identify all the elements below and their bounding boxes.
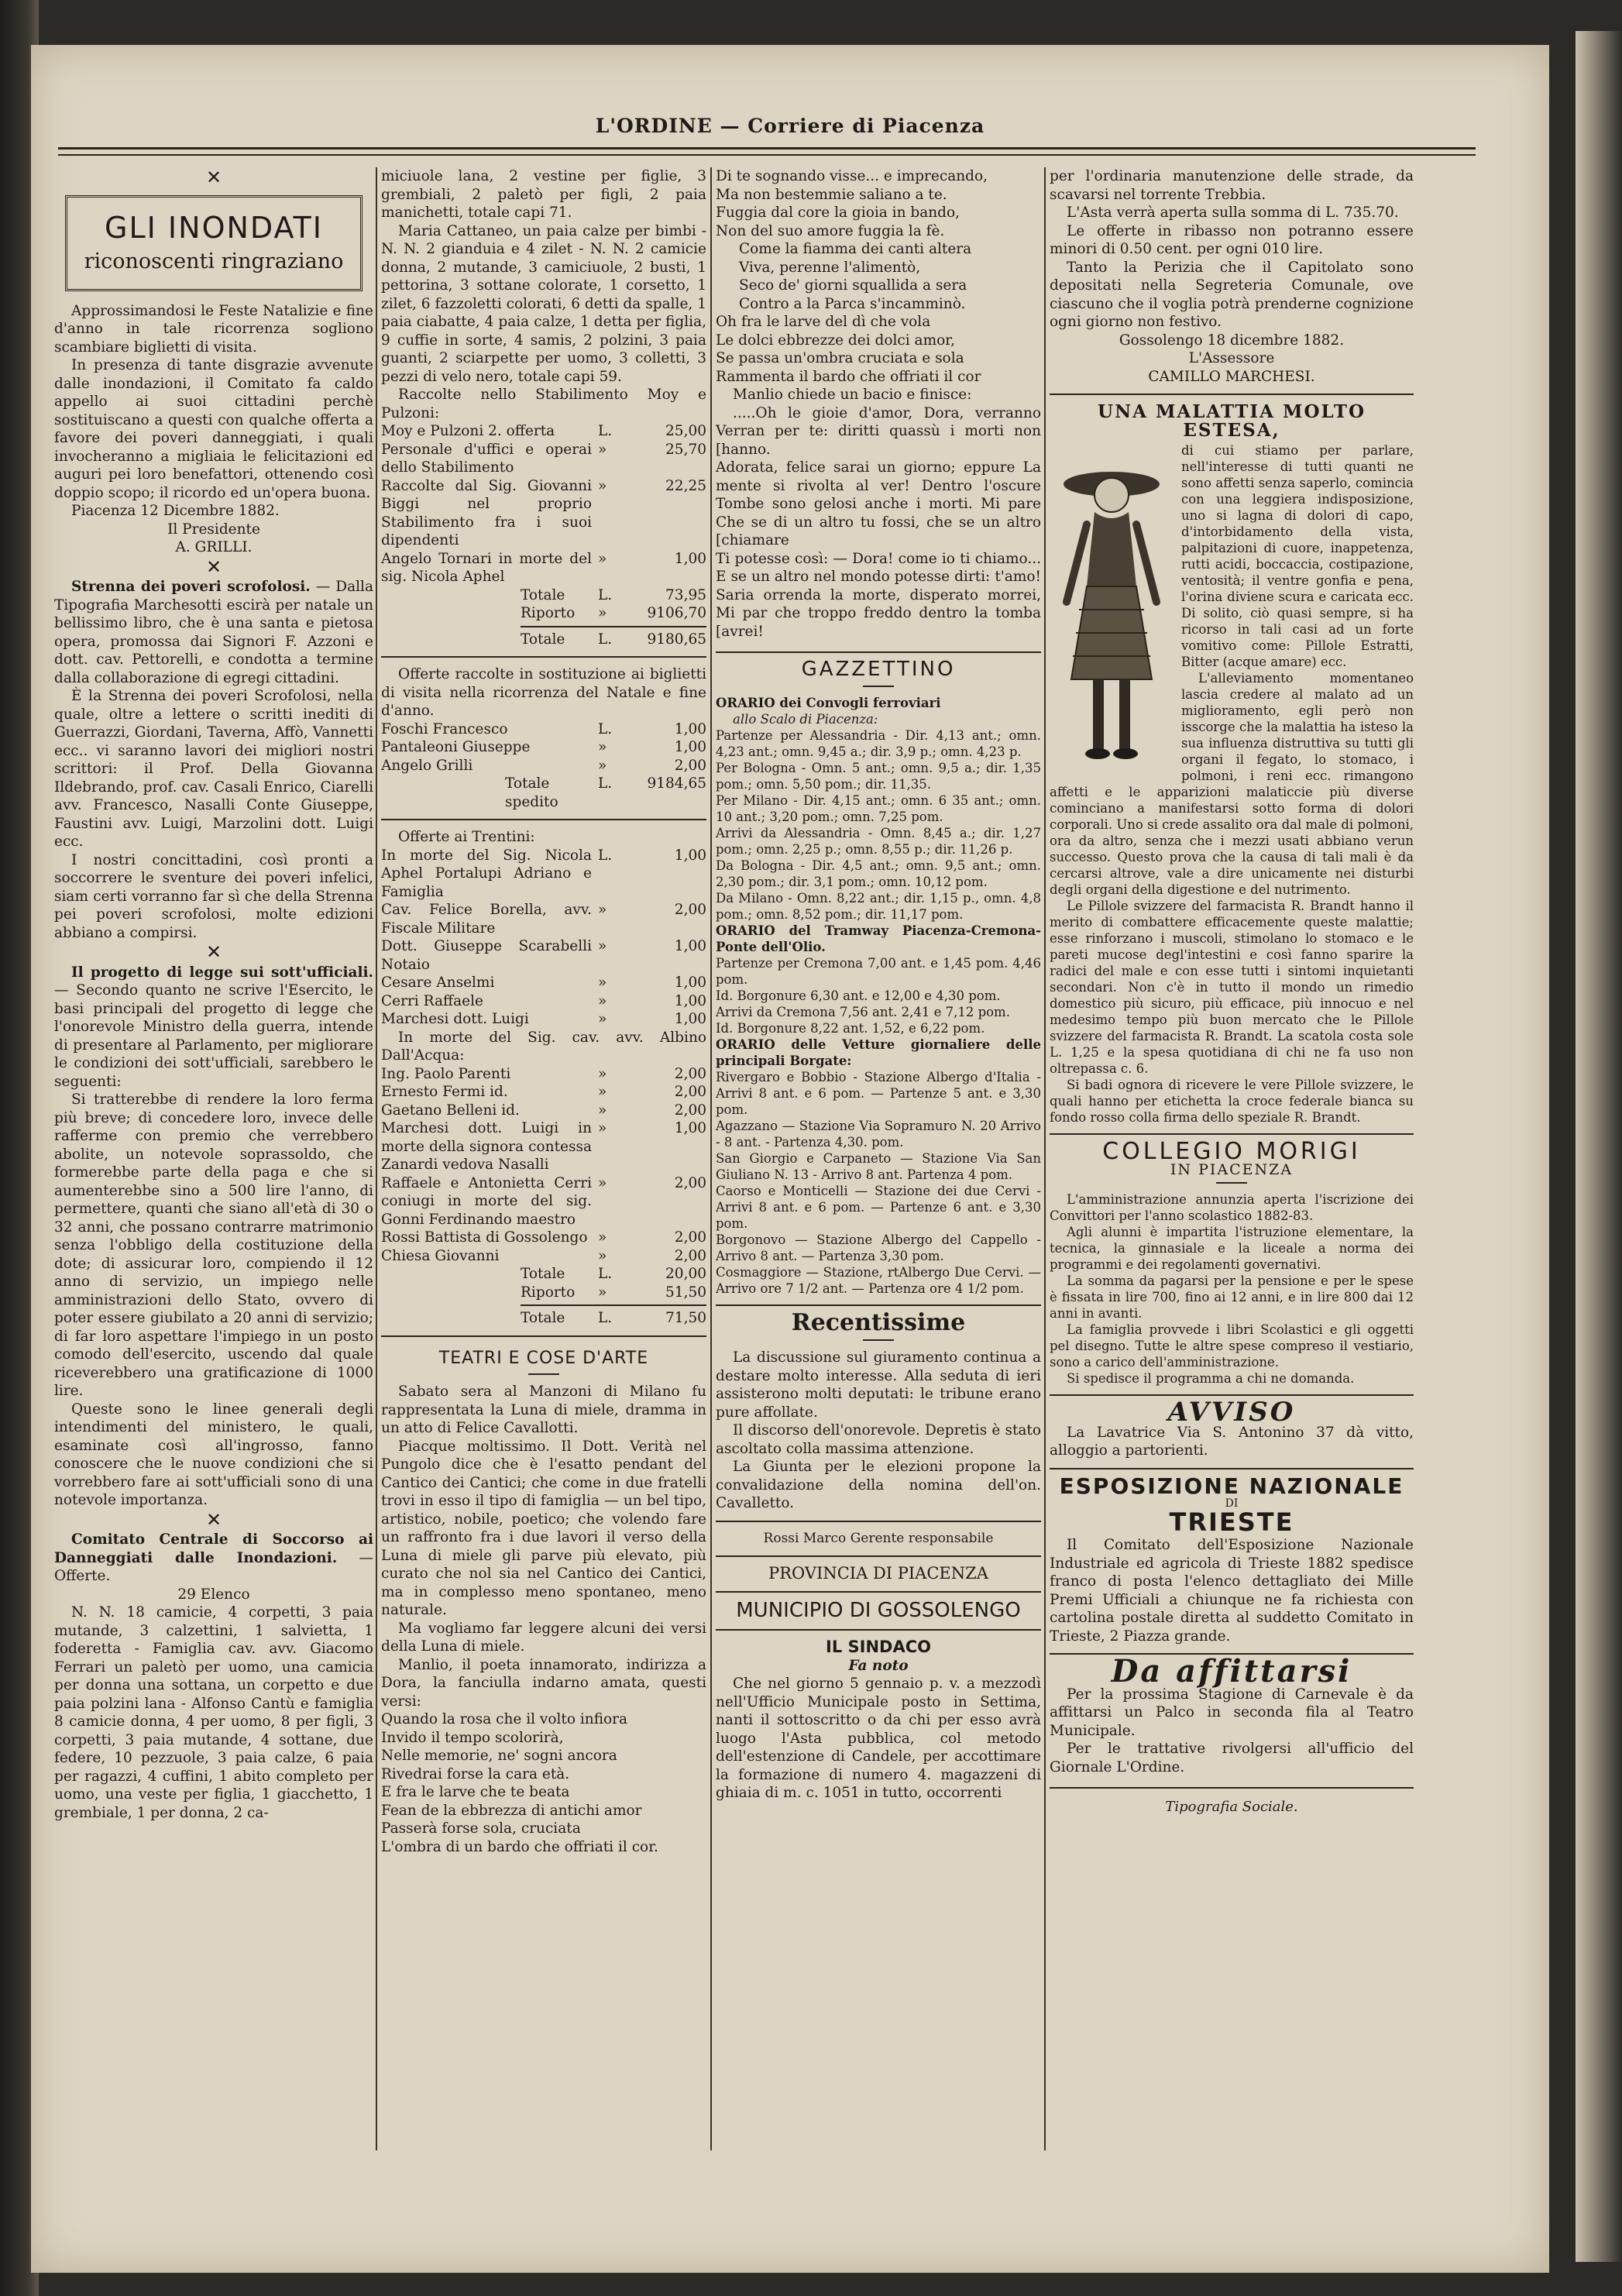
donation-cur: » [598,1102,607,1119]
inondati-subtitle: riconoscenti ringraziano [84,249,344,273]
donation-label: Chiesa Giovanni [381,1247,500,1264]
poem-stanza [716,240,1041,313]
donation-cur: » [598,1065,607,1082]
rule [1050,1468,1414,1469]
donation-cur: » [598,938,607,954]
article-paragraph: Per la prossima Stagione di Carnevale è da affittarsi un Palco in seconda fila al Teatro Municipale. [1050,1686,1414,1739]
dateline: Gossolengo 18 dicembre 1882. [1119,332,1345,349]
donation-list [381,422,706,586]
donation-label: Raccolte dal Sig. Giovanni Biggi nel proprio Stabilimento fra i suoi dipendenti [381,477,592,548]
timetable-entry: Cosmaggiore — Stazione, rtAlbergo Due Cervi. — Arrivo ore 7 1/2 ant. — Partenza ore 4 1/2 pom. [716,1264,1041,1296]
timetable-heading: ORARIO dei Convogli ferroviari [716,695,941,710]
donation-row [381,477,706,550]
masthead-rule [58,147,1476,156]
donation-amt: 1,00 [674,938,706,954]
poem-verse: Invido il tempo scolorirà, [381,1729,564,1746]
donation-list [381,847,706,1029]
article-paragraph: miciuole lana, 2 vestine per figlie, 3 grembiali, 2 paletò per figli, 2 paia manichetti, totale capi 71. [381,168,706,221]
article-paragraph: Che nel giorno 5 gennaio p. v. a mezzodì nell'Ufficio Municipale posto in Settima, nanti il sottoscritto o da chi per esso avrà luogo l'Asta pubblica, col metodo dell'estenzione di Candele, per accottimare la formazione di numero 4. magazzeni di ghiaia di m. c. 1051 in tutto, occorrenti [716,1676,1041,1801]
column-divider [710,167,712,2150]
rule [1050,394,1414,395]
column-3 [716,167,1041,1803]
masthead: L'ORDINE — Corriere di Piacenza [595,115,985,137]
donation-row [381,1010,706,1029]
donation-amt: 2,00 [674,902,706,918]
donation-row [381,757,706,775]
article-paragraph: Piacque moltissimo. Il Dott. Verità nel Pungolo dice che è l'esatto pendant del Cantico dei Cantici; che come in due fratelli trovi in esso il tipo di famiglia — un bel tipo, artistico, nobile, poetico; che volendo fare un raffronto fra i due lavori il verso della Luna di miele gli parve più elevato, più curato che nol sia nel Cantico dei Cantici, ma in complesso meno spontaneo, meno naturale. [381,1438,706,1618]
total-row: Totale spedito L. 9184,65 [505,775,706,810]
municipio-heading: MUNICIPIO DI GOSSOLENGO [736,1598,1021,1622]
poem-verse: Come la fiamma dei canti altera [739,241,972,257]
article-heading: Il progetto di legge sui sott'ufficiali. [71,964,373,981]
sum-rule [521,1304,706,1306]
article-paragraph: Si spedisce il programma a chi ne domanda. [1067,1371,1355,1386]
poem-verse: Fuggia dal core la gioia in bando, [716,205,960,221]
donation-label: Angelo Grilli [381,757,473,774]
separator-cross: ✕ [205,1508,222,1531]
donation-cur: L. [598,720,613,737]
esposizione-di: DI [1225,1497,1239,1510]
timetable-entry: Agazzano — Stazione Via Sopramuro N. 20 Arrivo - 8 ant. - Partenza 4,30. pom. [716,1118,1041,1150]
donation-amt: 2,00 [674,1229,706,1246]
gazzettino-heading: GAZZETTINO [801,658,956,681]
article-paragraph: La somma da pagarsi per la pensione e per le spese è fissata in lire 700, fino ai 12 anni, e in lire 800 dai 12 anni in avanti. [1050,1273,1414,1321]
article-paragraph: Ma vogliamo far leggere alcuni dei versi della Luna di miele. [381,1620,706,1655]
esposizione-city: TRIESTE [1169,1507,1294,1537]
total-row: Totale L. 73,95 [521,586,706,603]
timetable-subheading: allo Scalo di Piacenza: [733,711,878,727]
timetable-entry: Da Milano - Omn. 8,22 ant.; dir. 1,15 p., omn. 4,8 pom.; omn. 8,52 pom.; dir. 11,17 pom. [716,890,1041,922]
donation-cur: » [598,1247,607,1264]
poem-verse: Ti potesse così: — Dora! come io ti chiamo... E se un altro nel mondo potesse dirti: t'amo! Saria orrenda la morte, disperato morrei, Mi par che troppo freddo dentro la tomba [avrei! [716,550,1041,640]
donation-amt: 1,00 [674,974,706,991]
donation-cur: » [598,550,607,567]
collegio-heading: COLLEGIO MORIGI [1102,1138,1361,1165]
article-paragraph: Il Comitato dell'Esposizione Nazionale Industriale ed agricola di Trieste 1882 spedisce franco di posta l'elenco dettagliato dei Mille Premi Ufficiali a chiunque ne fa richiesta con cartolina postale diretta al suddetto Comitato in Trieste, 2 Piazza grande. [1050,1537,1414,1645]
article-paragraph: Tanto la Perizia che il Capitolato sono depositati nella Segreteria Comunale, ove ciascuno che il voglia potrà prenderne cognizione ogni giorno non festivo. [1050,259,1414,330]
newspaper-page [31,45,1549,2273]
donation-amt: 1,00 [674,1011,706,1027]
affittarsi-heading: Da affittarsi [1111,1653,1352,1689]
column-divider [1044,167,1046,2150]
donation-label: Ernesto Fermi id. [381,1084,508,1100]
short-rule [863,686,894,687]
article-paragraph: Le offerte in ribasso non potranno essere minori di 0.50 cent. per ogni 010 lire. [1050,222,1414,257]
timetable-heading: ORARIO delle Vetture giornaliere delle principali Borgate: [716,1036,1041,1068]
poem-verse: Le dolci ebbrezze dei dolci amor, [716,332,955,349]
article-paragraph: I nostri concittadini, così pronti a soccorrere le sventure dei poveri infelici, siam certi vorranno far sì che della Strenna pei poveri scrofolosi, molte edizioni abbiano a compirsi. [54,851,373,941]
donation-row [381,937,706,974]
donation-cur: » [598,974,607,991]
donation-amt: 1,00 [674,847,706,864]
column-divider [376,167,377,2150]
poem-verse: Se passa un'ombra cruciata e sola [716,350,964,366]
avviso-heading: AVVISO [1167,1397,1296,1428]
donation-cur: L. [598,423,613,439]
donation-label: Marchesi dott. Luigi in morte della signora contessa Zanardi vedova Nasalli [381,1120,592,1173]
donation-row [381,1065,706,1084]
timetable-entry: Arrivi da Alessandria - Omn. 8,45 a.; dir. 1,27 pom.; omn. 2,25 p.; omn. 8,55 p.; dir. 11,26 p. [716,825,1041,857]
poem-verse: Quando la rosa che il volto infiora [381,1711,628,1727]
signature-name: CAMILLO MARCHESI. [1148,368,1315,385]
donation-row [381,738,706,757]
donation-list [381,720,706,775]
poem-verse: Seco de' giorni squallida a sera [739,277,967,294]
poem-verse: Adorata, felice sarai un giorno; eppure La mente si rivolta al ver! Dentro l'oscure Tombe sono gelosi anche i morti. Mi pare Che se di un altro tu fossi, che se un altro [chiamare [716,459,1041,548]
donation-row [381,550,706,586]
article-paragraph: Si badi ognora di ricevere le vere Pillole svizzere, le quali hanno per etichetta la croce federale bianca su fondo rosso colla firma dello speziale R. Brandt. [1050,1078,1414,1125]
article-paragraph: L'alleviamento momentaneo lascia credere al malato ad un miglioramento, egli però non isscorge che la malattia ha isteso la sua influenza distruttiva su tutti gli organi il fegato, lo stomaco, i polmoni, i reni ecc. rimangono affetti e le apparizioni malaticcie più diverse cominciano a manifestarsi sotto forma di dolori corporali. Uno si crede assalito ora dal male di polmoni, ora da altro, senza che i mezzi usati abbiano verun successo. Questo prova che la causa di tali mali è da cercarsi altrove, vale a dire unicamente nei disturbi degli organi della digestione e del nutrimento. [1050,671,1414,897]
rule [1050,1394,1414,1396]
donation-amt: 1,00 [674,1120,706,1136]
donation-amt: 25,70 [665,441,706,458]
poem-verse: E fra le larve che te beata [381,1784,570,1800]
donation-amt: 1,00 [674,992,706,1009]
rule [381,656,706,658]
article-paragraph: di cui stiamo per parlare, nell'interesse di tutti quanti ne sono affetti senza saperlo, comincia con una leggiera indisposizione, uno si lagna di dolori di capo, d'intorbidamento della vista, palpitazioni di cuore, inappetenza, rutti acidi, boccaccia, costipazione, ventosità; il ventre gonfia e pena, l'orina diviene scura e caricata ecc. Di solito, ciò quasi sempre, si ha ricorso in tali casi ad un forte vomitivo come: Pillole Estratti, Bitter (acque amare) ecc. [1181,443,1414,669]
donation-amt: 2,00 [674,1174,706,1191]
donation-row [381,974,706,992]
donation-label: Gaetano Belleni id. [381,1102,520,1119]
article-paragraph: Si tratterebbe di rendere la loro ferma più breve; di concedere loro, invece delle rafferme con premio che verrebbero abolite, un notevole soprassoldo, che formerebbe parte della paga e che si aumenterebbe sino a 500 lire l'anno, di permettere, quanti che siano all'età di 30 o 32 anni, che possano contrarre matrimonio senza l'obbligo della costituzione della dote; di assicurar loro, compiendo il 12 anno di servizio, un impiego nelle amministrazioni dello Stato, ovvero di poter essere giubilato a 20 anni di servizio; di far loro aspettare l'impiego in un posto comodo dell'esercito, uscendo dal quale riceverebbero una gratificazione di 1000 lire. [54,1091,373,1399]
poem-stanza [716,167,1041,240]
article-paragraph: Agli alunni è impartita l'istruzione elementare, la tecnica, la ginnasiale e la liceale a norma dei programmi e dei regolamenti governativi. [1050,1225,1414,1272]
donation-row [381,1119,706,1174]
short-rule [863,1339,894,1341]
donation-cur: » [598,992,607,1009]
fa-noto-heading: Fa noto [848,1657,909,1674]
article-paragraph: Sabato sera al Manzoni di Milano fu rappresentata la Luna di miele, dramma in un atto di Felice Cavallotti. [381,1383,706,1436]
timetable-heading: ORARIO del Tramway Piacenza-Cremona-Ponte dell'Olio. [716,923,1041,954]
timetable-list [716,1069,1041,1297]
timetable-entry: Id. Borgonure 6,30 ant. e 12,00 e 4,30 pom. [716,988,1001,1003]
donation-cur: » [598,1011,607,1027]
poem-verse: .....Oh le gioie d'amor, Dora, verranno Verran per te: diritti quassù i morti non [hanno. [716,404,1041,458]
rule [716,1591,1041,1593]
poem-verse: Contro a la Parca s'incamminò. [739,295,966,312]
poem-verse: Viva, perenne l'alimentò, [739,259,921,276]
timetable-entry: Partenze per Cremona 7,00 ant. e 1,45 pom. 4,46 pom. [716,955,1041,987]
gerente-line: Rossi Marco Gerente responsabile [763,1530,994,1546]
donation-cur: » [598,441,607,458]
article-paragraph: La famiglia provvede i libri Scolastici e gli oggetti pel disegno. Tutte le altre spese compreso il vestiario, sono a carico dell'amministrazione. [1050,1322,1414,1370]
article-paragraph: Manlio chiede un bacio e finisce: [733,387,972,403]
signature-name: A. GRILLI. [175,539,253,555]
donation-row [381,847,706,902]
article-paragraph: Approssimandosi le Feste Natalizie e fine d'anno in tale ricorrenza sogliono scambiare biglietti di visita. [54,302,373,356]
article-paragraph: L'amministrazione annunzia aperta l'iscrizione dei Convittori per l'anno scolastico 1882-83. [1050,1192,1414,1223]
printer-credit: Tipografia Sociale. [1165,1799,1298,1815]
timetable-entry: Borgonovo — Stazione Albergo del Cappello - Arrivo 8 ant. — Partenza 3,30 pom. [716,1232,1041,1263]
donation-amt: 1,00 [674,739,706,755]
provincia-heading: PROVINCIA DI PIACENZA [768,1564,988,1583]
donation-row [381,1229,706,1247]
poem-verse: Nelle memorie, ne' sogni ancora [381,1748,617,1764]
donation-row [381,992,706,1011]
donation-label: Ing. Paolo Parenti [381,1065,511,1082]
rule [716,1629,1041,1631]
rule [381,1335,706,1337]
donation-cur: » [598,477,607,494]
donation-cur: » [598,1174,607,1191]
article-paragraph: Offerte ai Trentini: [398,829,535,845]
donation-label: Moy e Pulzoni 2. offerta [381,423,555,439]
donation-label: In morte del Sig. Nicola Aphel Portalupi Adriano e Famiglia [381,847,592,900]
article-paragraph: In presenza di tante disgrazie avvenute dalle inondazioni, il Comitato fa caldo appello ai suoi cittadini perchè sostituiscano a questi con qualche offerta a favore dei poveri danneggiati, i quali invocheranno a migliaia le felicitazioni ed auguri pei loro benefattori, ottenendo così doppio scopo; il ricordo ed un'opera buona. [54,357,373,501]
article-paragraph: La Lavatrice Via S. Antonino 37 dà vitto, alloggio a partorienti. [1050,1424,1414,1459]
inondati-box [65,195,363,291]
donation-label: Pantaleoni Giuseppe [381,739,531,755]
poem-verse: Rivedrai forse la cara età. [381,1765,570,1782]
article-paragraph: È la Strenna dei poveri Scrofolosi, nella quale, oltre a lettere o scritti inediti di Guerrazzi, Giordani, Taverna, Affò, Vannetti ecc.. vi saranno lavori dei migliori nostri scrittori: il Prof. Della Giovanna Ildebrando, prof. cav. Casali Enrico, Ciarelli avv. Francesco, Nasalli Conte Giuseppe, Faustini avv. Luigi, Marzolini dott. Luigi ecc. [54,688,373,850]
article-paragraph: Queste sono le linee generali degli intendimenti del ministero, le quali, esaminate così all'ingrosso, fanno conoscere che le nuove condizioni che si vorrebbero fare ai sott'ufficiali sono di una notevole importanza. [54,1401,373,1508]
poem-verse: Oh fra le larve del dì che vola [716,314,931,330]
total-row: Totale L. 20,00 [521,1266,706,1282]
timetable-list [716,955,1041,1036]
page-stack-edge [1576,31,1622,2262]
article-paragraph: Le Pillole svizzere del farmacista R. Brandt hanno il merito di combattere efficacemente queste malattie; esse rinforzano i muscoli, stimolano lo stomaco e le pareti mucose degl'intestini e così fanno sparire la radici del male e con esse tutti i sintomi inquietanti secondari. Non c'è in tutto il mondo un rimedio domestico più sicuro, più efficace, più innocuo e nel medesimo tempo più buon mercato che le Pillole svizzere del farmacista R. Brandt. La scatola costa sole L. 1,25 e la spesa quotidiana di chi ne fa uso non oltrepassa c. 6. [1050,899,1414,1076]
article-paragraph: Offerte raccolte in sostituzione ai biglietti di visita nella ricorrenza del Natale e fine d'anno. [381,666,706,719]
column-1 [54,167,373,1822]
article-paragraph: La discussione sul giuramento continua a destare molto interesse. Alla seduta di ieri assisterono molti deputati: le tribune erano pure affollate. [716,1349,1041,1421]
donation-amt: 2,00 [674,1247,706,1264]
donation-label: Foschi Francesco [381,720,508,737]
donation-amt: 2,00 [674,1102,706,1119]
donation-cur: » [598,739,607,755]
donation-cur: » [598,757,607,774]
section-heading: TEATRI E COSE D'ARTE [438,1348,649,1368]
total-row: Riporto » 9106,70 [521,605,706,621]
donation-amt: 22,25 [665,477,706,494]
donation-row [381,1247,706,1266]
rule [381,819,706,820]
donation-amt: 1,00 [674,550,706,567]
rule [1050,1133,1414,1135]
donation-amt: 2,00 [674,1065,706,1082]
sindaco-heading: IL SINDACO [826,1638,931,1656]
total-row: Totale L. 9180,65 [521,631,706,648]
donation-amt: 2,00 [674,1084,706,1100]
donation-row [381,1174,706,1229]
donation-row [381,422,706,441]
timetable-entry: Caorso e Monticelli — Stazione dei due Cervi - Arrivi 8 ant. e 6 pom. — Partenze 6 ant. e 3,30 pom. [716,1183,1041,1231]
poem-verse: L'ombra di un bardo che offriati il cor. [381,1838,658,1855]
donation-cur: » [598,1229,607,1246]
article-heading: Comitato Centrale di Soccorso ai Danneggiati dalle Inondazioni. [54,1531,373,1566]
donation-label: Raffaele e Antonietta Cerri coniugi in morte del sig. Gonni Ferdinando maestro [381,1174,592,1228]
donation-label: Angelo Tornari in morte del sig. Nicola Aphel [381,550,592,585]
poem-verse: Di te sognando visse... e imprecando, [716,168,988,184]
donation-cur: » [598,1120,607,1136]
poem-stanza [381,1710,706,1856]
donation-label: Marchesi dott. Luigi [381,1011,529,1027]
donation-cur: » [598,902,607,918]
sum-rule [521,626,706,627]
girl-illustration [1050,447,1174,772]
signature-label: L'Assessore [1188,350,1275,366]
timetable-entry: Per Bologna - Omn. 5 ant.; omn. 9,5 a.; dir. 1,35 pom.; omn. 5,50 pom.; dir. 11,35. [716,760,1041,792]
rule [716,1521,1041,1522]
article-paragraph: Il discorso dell'onorevole. Depretis è stato ascoltato colla massima attenzione. [716,1422,1041,1457]
donation-row [381,901,706,937]
donation-label: Cerri Raffaele [381,992,483,1009]
donation-amt: 1,00 [674,720,706,737]
malattia-heading: UNA MALATTIA MOLTO ESTESA, [1098,401,1366,441]
article-paragraph: Raccolte nello Stabilimento Moy e Pulzoni: [381,387,706,421]
donation-cur: L. [598,847,613,864]
timetable-entry: Partenze per Alessandria - Dir. 4,13 ant.; omn. 4,23 ant.; omn. 9,45 a.; dir. 3,9 p.; omn. 4,23 p. [716,727,1041,759]
article-text: — Dalla Tipografia Marchesotti escirà per natale un bellissimo libro, che è una santa e pietosa opera, promossa dai Signori F. Azzoni e dott. cav. Pettorelli, e condotta a termine dalla collaborazione di egregi cittadini. [54,579,373,686]
donation-amt: 25,00 [665,423,706,439]
timetable-entry: Per Milano - Dir. 4,15 ant.; omn. 6 35 ant.; omn. 10 ant.; 3,20 pom.; omn. 7,25 pom. [716,792,1041,824]
article-paragraph: Maria Cattaneo, un paia calze per bimbi - N. N. 2 gianduia e 4 zilet - N. N. 2 camicie donna, 2 mutande, 3 camiciuole, 2 busti, 1 pettorina, 3 sottane colorate, 1 corsetto, 1 zilet, 6 fazzoletti colorati, 6 detti da spalle, 1 paia ciabatte, 4 paia calze, 1 detta per figlia, 9 cuffie in sorte, 4 samis, 2 polzini, 3 paia guanti, 2 sciarpette per uomo, 3 colletti, 3 pezzi di velo nero, totale capi 59. [381,222,706,385]
timetable-entry: Da Bologna - Dir. 4,5 ant.; omn. 9,5 ant.; omn. 2,30 pom.; dir. 3,1 pom.; omn. 10,12 pom. [716,858,1041,889]
poem-stanza [716,313,1041,386]
timetable-entry: Rivergaro e Bobbio - Stazione Albergo d'Italia - Arrivi 8 ant. e 6 pom. — Partenze 5 ant. e 3,30 pom. [716,1069,1041,1117]
donation-amt: 2,00 [674,757,706,774]
donation-list [381,1065,706,1266]
timetable-entry: San Giorgio e Carpaneto — Stazione Via San Giuliano N. 13 - Arrivo 8 ant. Partenza 4 pom. [716,1150,1041,1182]
article-paragraph: L'Asta verrà aperta sulla somma di L. 735.70. [1067,205,1399,221]
esposizione-heading: ESPOSIZIONE NAZIONALE [1059,1473,1404,1499]
rule [716,1555,1041,1557]
donation-label: Personale d'uffici e operai dello Stabilimento [381,441,592,476]
article-paragraph: Manlio, il poeta innamorato, indirizza a Dora, la fanciulla indarno amata, questi versi: [381,1656,706,1710]
signature-label: Il Presidente [167,521,260,538]
donation-label: Rossi Battista di Gossolengo [381,1229,588,1246]
donation-label: Cav. Felice Borella, avv. Fiscale Militare [381,902,592,937]
article-heading: Strenna dei poveri scrofolosi. [71,579,311,595]
timetable-entry: Id. Borgonure 8,22 ant. 1,52, e 6,22 pom. [716,1020,985,1036]
inondati-title: GLI INONDATI [105,210,323,245]
separator-cross: ✕ [205,167,222,188]
rule [1050,1787,1414,1789]
donation-row [381,1102,706,1120]
poem-verse: Rammenta il bardo che offriati il cor [716,368,981,385]
collegio-subheading: IN PIACENZA [1170,1160,1294,1178]
total-row: Riporto » 51,50 [521,1284,706,1301]
article-text: — Offerte. [54,1549,373,1584]
article-paragraph: N. N. 18 camicie, 4 corpetti, 3 paia mutande, 3 calzettini, 1 salvietta, 1 foderetta - Famiglia cav. avv. Giacomo Ferrari un paletò per uomo, una camicia per donna una sottana, un corpetto e due paia polzini lana - Alfonso Cantù e famiglia 8 camicie donna, 4 per uomo, 8 per figli, 3 corpetti, 3 paia mutande, 4 sottane, due federe, 10 pezzuole, 3 paia calze, 6 paia per ragazzi, 4 cuffini, 1 abito completo per uomo, una veste per figlia, 1 giacchetto, 1 grembiale, 1 per donna, 2 ca- [54,1604,373,1821]
dateline: Piacenza 12 Dicembre 1882. [71,503,280,519]
column-4 [1050,167,1414,1817]
rule [716,651,1041,653]
short-rule [528,1373,559,1375]
article-paragraph: Per le trattative rivolgersi all'ufficio del Giornale L'Ordine. [1050,1741,1414,1775]
timetable-entry: Arrivi da Cremona 7,56 ant. 2,41 e 7,12 pom. [716,1004,1010,1019]
donation-row [381,441,706,477]
recentissime-heading: Recentissime [791,1308,966,1336]
poem-verse: Non del suo amore fuggia la fè. [716,222,945,239]
timetable-list [716,727,1041,923]
total-row: Totale L. 71,50 [521,1310,706,1326]
separator-cross: ✕ [205,555,222,578]
poem-verse: Fean de la ebbrezza di antichi amor [381,1802,642,1819]
column-2 [381,167,706,1856]
list-number: 29 Elenco [177,1586,250,1603]
donation-row [381,1083,706,1102]
article-paragraph: La Giunta per le elezioni propone la convalidazione della nomina dell'on. Cavalletto. [716,1459,1041,1511]
donation-label: Cesare Anselmi [381,974,495,991]
donation-row [381,720,706,739]
short-rule [1216,1182,1247,1184]
article-paragraph: per l'ordinaria manutenzione delle strade, da scavarsi nel torrente Trebbia. [1050,168,1414,203]
donation-label: Dott. Giuseppe Scarabelli Notaio [381,938,592,973]
rule [716,1304,1041,1306]
article-paragraph: In morte del Sig. cav. avv. Albino Dall'Acqua: [381,1029,706,1064]
article-text: — Secondo quanto ne scrive l'Esercito, le basi principali del progetto di legge che l'onorevole Ministro della guerra, intende di presentare al Parlamento, per migliorare le condizioni dei sott'ufficiali, sarebbero le seguenti: [54,982,373,1090]
poem-verse: Passerà forse sola, cruciata [381,1820,581,1837]
donation-cur: » [598,1084,607,1100]
poem-verse: Ma non bestemmie saliano a te. [716,186,947,203]
separator-cross: ✕ [205,941,222,963]
